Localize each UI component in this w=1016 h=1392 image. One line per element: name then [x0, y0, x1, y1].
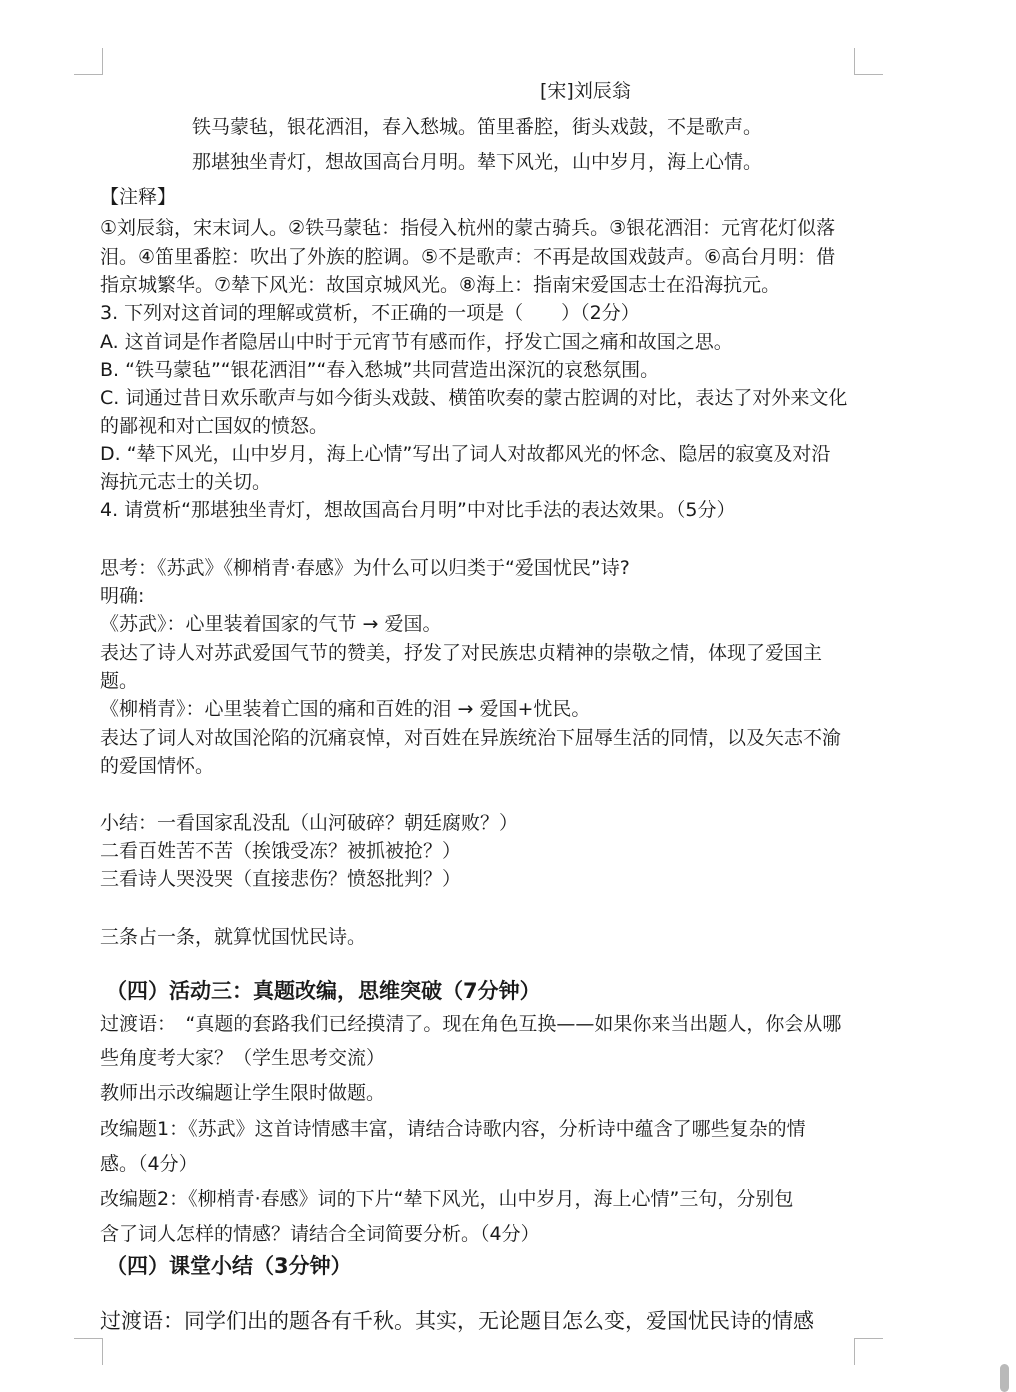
- suwu-point: 《苏武》：心里装着国家的气节 → 爱国。: [100, 613, 442, 635]
- transition-text-cont: 些角度考大家？（学生思考交流）: [100, 1047, 386, 1069]
- section-heading-activity-3: （四）活动三：真题改编，思维突破（7分钟）: [106, 979, 541, 1003]
- notes-line: 泪。④笛里番腔：吹出了外族的腔调。⑤不是歌声：不再是故国戏鼓声。⑥高台月明：借: [100, 246, 836, 268]
- suwu-explanation: 表达了诗人对苏武爱国气节的赞美，抒发了对民族忠贞精神的崇敬之情，体现了爱国主: [100, 642, 823, 664]
- summary-line: 二看百姓苦不苦（挨饿受冻？被抓被抢？）: [100, 840, 462, 862]
- notes-line: 指京城繁华。⑦辇下风光：故国京城风光。⑧海上：指南宋爱国志士在沿海抗元。: [100, 274, 781, 296]
- poem-author: [宋]刘辰翁: [540, 80, 631, 102]
- teacher-instruction: 教师出示改编题让学生限时做题。: [100, 1082, 386, 1104]
- option-d-cont: 海抗元志士的关切。: [100, 471, 272, 493]
- adapted-question-2-cont: 含了词人怎样的情感？请结合全词简要分析。（4分）: [100, 1223, 540, 1245]
- clear-label: 明确:: [100, 585, 145, 607]
- adapted-question-1-cont: 感。（4分）: [100, 1153, 198, 1175]
- think-question: 思考：《苏武》《柳梢青·春感》为什么可以归类于“爱国忧民”诗?: [100, 557, 630, 579]
- summary-line: 三看诗人哭没哭（直接悲伤？愤怒批判？）: [100, 868, 462, 890]
- suwu-explanation-cont: 题。: [100, 670, 139, 692]
- option-c: C. 词通过昔日欢乐歌声与如今街头戏鼓、横笛吹奏的蒙古腔调的对比，表达了对外来文化: [100, 387, 848, 409]
- vertical-scrollbar[interactable]: [1000, 1364, 1009, 1392]
- option-a: A. 这首词是作者隐居山中时于元宵节有感而作，抒发亡国之痛和故国之思。: [100, 331, 733, 353]
- liu-explanation: 表达了词人对故国沦陷的沉痛哀悼，对百姓在异族统治下屈辱生活的同情，以及矢志不渝: [100, 727, 842, 749]
- poem-line-2: 那堪独坐青灯，想故国高台月明。辇下风光，山中岁月，海上心情。: [192, 151, 763, 173]
- poem-line-1: 铁马蒙毡，银花洒泪，春入愁城。笛里番腔，街头戏鼓，不是歌声。: [192, 116, 763, 138]
- question-3: 3. 下列对这首词的理解或赏析，不正确的一项是（ ）（2分）: [100, 302, 640, 324]
- transition-text-2: 过渡语：同学们出的题各有千秋。其实，无论题目怎么变，爱国忧民诗的情感: [100, 1309, 814, 1333]
- liu-explanation-cont: 的爱国情怀。: [100, 755, 215, 777]
- notes-line: ①刘辰翁，宋末词人。②铁马蒙毡：指侵入杭州的蒙古骑兵。③银花洒泪：元宵花灯似落: [100, 217, 836, 239]
- summary-line: 小结：一看国家乱没乱（山河破碎？朝廷腐败？）: [100, 812, 519, 834]
- option-c-cont: 的鄙视和对亡国奴的愤怒。: [100, 415, 329, 437]
- page-corner-mark: [74, 48, 103, 75]
- page-corner-mark: [74, 1338, 103, 1365]
- adapted-question-2: 改编题2：《柳梢青·春感》词的下片“辇下风光，山中岁月，海上心情”三句，分别包: [100, 1188, 794, 1210]
- option-d: D. “辇下风光，山中岁月，海上心情”写出了词人对故都风光的怀念、隐居的寂寞及对沿: [100, 443, 831, 465]
- notes-title: 【注释】: [100, 186, 177, 208]
- transition-text: 过渡语： “真题的套路我们已经摸清了。现在角色互换——如果你来当出题人，你会从哪: [100, 1013, 842, 1035]
- liu-point: 《柳梢青》：心里装着亡国的痛和百姓的泪 → 爱国+忧民。: [100, 698, 591, 720]
- question-4: 4. 请赏析“那堪独坐青灯，想故国高台月明”中对比手法的表达效果。（5分）: [100, 499, 736, 521]
- adapted-question-1: 改编题1：《苏武》这首诗情感丰富，请结合诗歌内容，分析诗中蕴含了哪些复杂的情: [100, 1118, 806, 1140]
- option-b: B. “铁马蒙毡”“银花洒泪”“春入愁城”共同营造出深沉的哀愁氛围。: [100, 359, 660, 381]
- section-heading-summary: （四）课堂小结（3分钟）: [106, 1254, 352, 1278]
- page-corner-mark: [854, 1338, 883, 1365]
- summary-conclusion: 三条占一条，就算忧国忧民诗。: [100, 926, 367, 948]
- page-corner-mark: [854, 48, 883, 75]
